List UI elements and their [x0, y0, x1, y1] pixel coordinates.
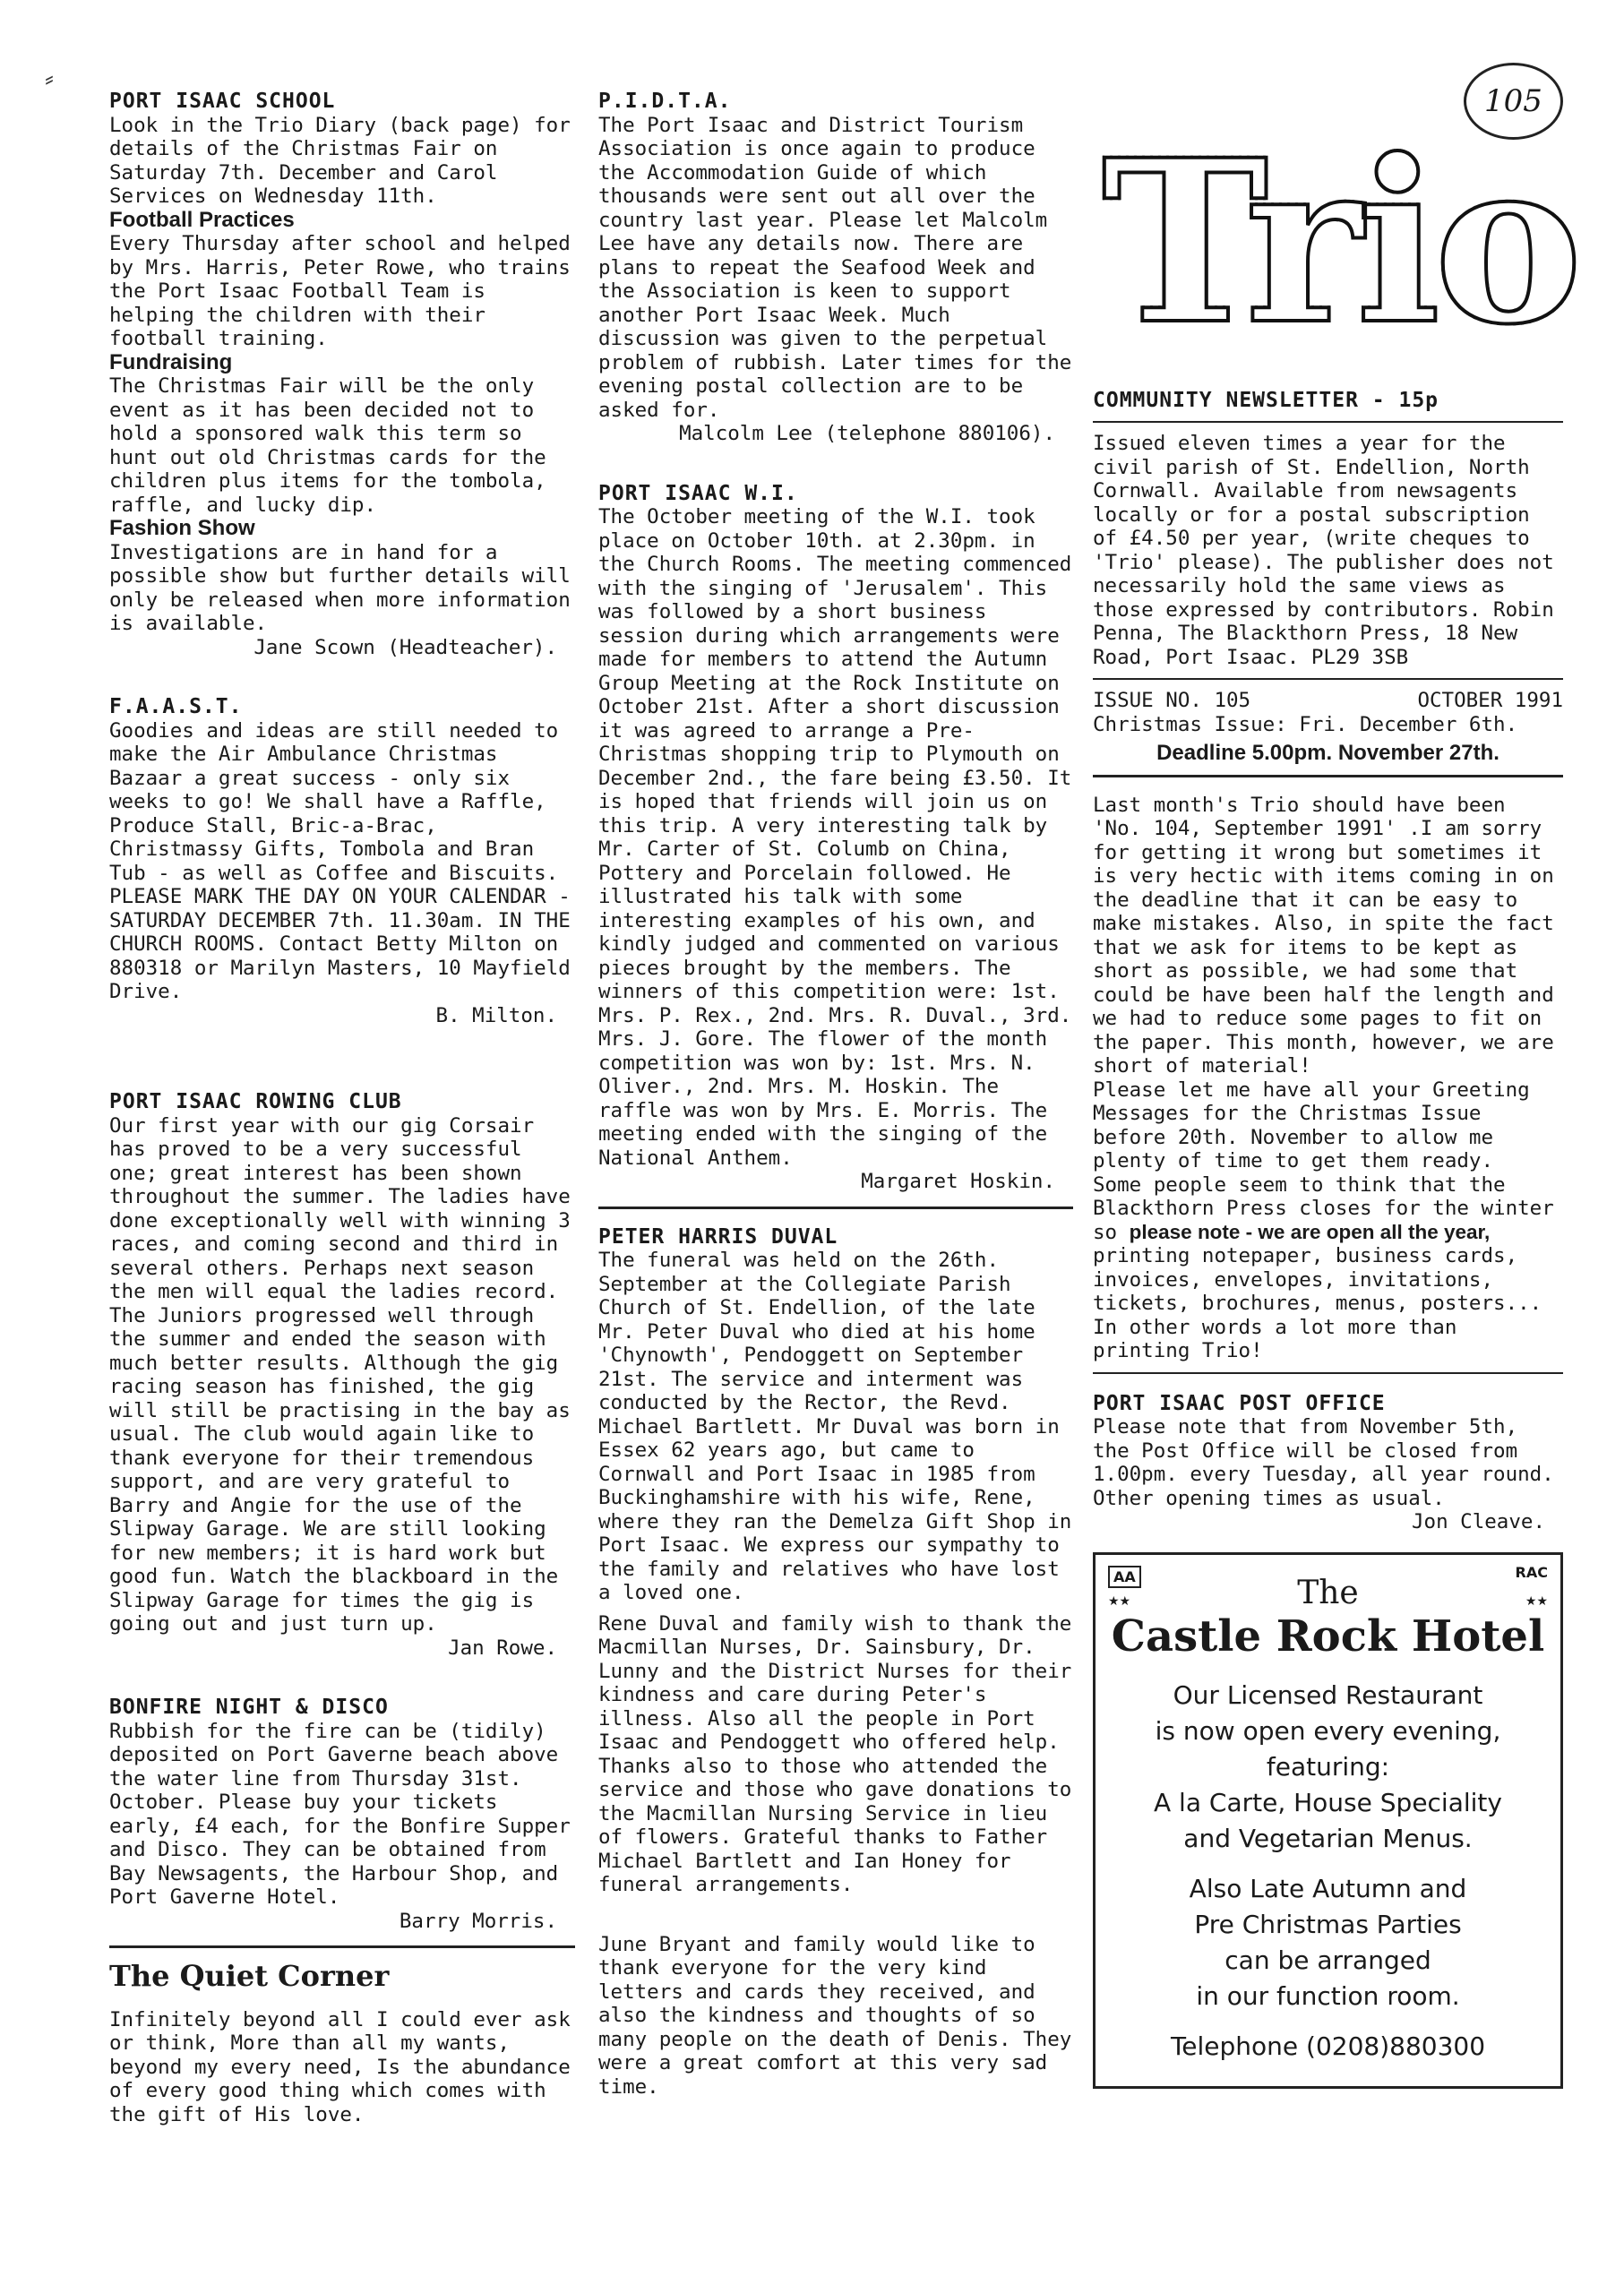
deadline: Deadline 5.00pm. November 27th.: [1156, 741, 1499, 765]
article-wi: [598, 482, 1073, 1194]
article-rowing-club: [109, 1090, 575, 1660]
divider: [109, 1945, 575, 1948]
school-intro: Look in the Trio Diary (back page) for details of the Christmas Fair on Saturday 7th. December and Carol Services on Wednesday 11th.: [109, 113, 571, 208]
editor-p3: [1093, 1173, 1563, 1363]
pidta-text: The Port Isaac and District Tourism Association is once again to produce the Accommodation Guide of which thousands were sent out all over the country last year. Please let Malcolm Lee have any details now. There are plans to repeat the Seafood Week and the Association is keen to support another Port Isaac Week. Much discussion was given to the perpetual problem of rubbish. Later times for the evening postal collection are to be asked for.: [598, 113, 1072, 422]
castle-rock-hotel-ad: [1093, 1552, 1563, 2089]
divider: [1093, 678, 1563, 680]
heading-faast: F.A.A.S.T.: [109, 695, 243, 718]
divider: [598, 1207, 1073, 1209]
wi-text: The October meeting of the W.I. took place on October 10th. at 2.30pm. in the Church Rooms. The meeting commenced with the singing of 'Jerusalem'. This was followed by a short business session during which arrangements were made for members to attend the Autumn Group Meeting at the Rock Institute on October 21st. After a short discussion it was agreed to arrange a Pre-Christmas shopping trip to Plymouth on December 2nd., the fare being £3.50. It is hoped that friends will join us on this trip. A very interesting talk by Mr. Carter of St. Columb on China, Pottery and Porcelain followed. He illustrated his talk with some interesting examples of his own, and kindly judged and commented on various pieces brought by the members. The winners of this competition were: 1st. Mrs. P. Rex., 2nd. Mrs. R. Duval., 3rd. Mrs. J. Gore. The flower of the month competition was won by: 1st. Mrs. N. Oliver., 2nd. Mrs. M. Hoskin. The raffle was won by Mrs. E. Morris. The meeting ended with the singing of the National Anthem.: [598, 505, 1072, 1170]
bonfire-text: Rubbish for the fire can be (tidily) deposited on Port Gaverne beach above the water line from Thursday 31st. October. Please buy your tickets early, £4 each, for the Bonfire Supper and Disco. They can be obtained from Bay Newsagents, the Harbour Shop, and Port Gaverne Hotel.: [109, 1719, 571, 1909]
post-office-signature: Jon Cleave.: [1411, 1510, 1545, 1533]
rac-badge: RAC: [1515, 1563, 1548, 1581]
ad-line: and Vegetarian Menus.: [1183, 1823, 1473, 1853]
article-duval: [598, 1225, 1073, 1897]
margin-mark: ⸗: [45, 63, 54, 94]
heading-rowing: PORT ISAAC ROWING CLUB: [109, 1090, 402, 1113]
bonfire-signature: Barry Morris.: [399, 1909, 557, 1933]
ad-line: A la Carte, House Speciality: [1154, 1787, 1502, 1817]
column-3: [1093, 83, 1577, 2089]
faast-signature: B. Milton.: [435, 1003, 557, 1027]
football-text: Every Thursday after school and helped by Mrs. Harris, Peter Rowe, who trains the Port Isaac Football Team is helping the children with their football training.: [109, 232, 571, 350]
post-office-text: Please note that from November 5th, the Post Office will be closed from 1.00pm. every Tuesday, all year round. Other opening times as usual.: [1093, 1415, 1554, 1510]
star-icons: ★★: [1525, 1593, 1548, 1609]
faast-text: Goodies and ideas are still needed to make the Air Ambulance Christmas Bazaar a great success - only six weeks to go! We shall have a Raffle, Produce Stall, Bric-a-Brac, Christmassy Gifts, Tombola and Bran Tub - as well as Coffee and Biscuits. PLEASE MARK THE DAY ON YOUR CALENDAR - SATURDAY DECEMBER 7th. 11.30am. IN THE CHURCH ROOMS. Contact Betty Milton on 880318 or Marilyn Masters, 10 Mayfield Drive.: [109, 718, 571, 1003]
fashion-text: Investigations are in hand for a possible show but further details will only be released when more information is available.: [109, 540, 571, 635]
duval-thanks: Rene Duval and family wish to thank the Macmillan Nurses, Dr. Sainsbury, Dr. Lunny and the District Nurses for their kindness and care during Peter's illness. Also all the people in Port Isaac and Pendoggett who offered help. Thanks also to those who attended the service and those who gave donations to the Macmillan Nursing Service in lieu of flowers. Grateful thanks to Father Michael Bartlett and Ian Honey for funeral arrangements.: [598, 1611, 1072, 1896]
aa-badge: AA: [1108, 1566, 1141, 1588]
subheading-football: Football Practices: [109, 207, 295, 232]
editor-p3a: Some people seem to think that the Blackthorn Press closes for the winter so: [1093, 1172, 1554, 1244]
editor-p3b: printing notepaper, business cards, invoices, envelopes, invitations, tickets, brochures, menus, posters... In other words a lot more than printing Trio!: [1093, 1244, 1542, 1362]
article-bonfire: [109, 1696, 575, 1933]
article-post-office: [1093, 1392, 1563, 1534]
trio-logo: Trio: [1102, 107, 1576, 376]
pidta-signature: Malcolm Lee (telephone 880106).: [679, 422, 1055, 445]
ad-line: is now open every evening,: [1155, 1715, 1501, 1746]
heading-quiet-corner: The Quiet Corner: [109, 1959, 390, 1993]
issue-line: [1093, 689, 1563, 713]
rowing-text: Our first year with our gig Corsair has proved to be a very successful one; great interest has been shown throughout the summer. The ladies have done exceptionally well with winning 3 races, and coming second and third in several others. Perhaps next season the men will equal the ladies record. The Juniors progressed well through the summer and ended the season with much better results. Although the gig racing season has finished, the gig will still be practising in the bay as usual. The club would again like to thank everyone for their tremendous support, and are very grateful to Barry and Angie for the use of the Slipway Garage. We are still looking for new members; it is hard work but good fun. Watch the blackboard in the Slipway Garage for times the gig is going out and just turn up.: [109, 1113, 571, 1636]
article-faast: [109, 695, 575, 1027]
ad-line: featuring:: [1266, 1751, 1390, 1782]
issue-date: OCTOBER 1991: [1417, 689, 1563, 712]
editor-p1: Last month's Trio should have been 'No. 104, September 1991' .I am sorry for getting it wrong but sometimes it is very hectic with items coming in on the deadline that it can be easy to make mistakes. Also, in spite the fact that we ask for items to be kept as short as possible, we had some that could be have been half the length and we had to reduce some pages to fit on the paper. This month, however, we are short of material!: [1093, 793, 1554, 1078]
duval-text: The funeral was held on the 26th. September at the Collegiate Parish Church of St. Endellion, of the late Mr. Peter Duval who died at his home 'Chynowth', Pendoggett on September 21st. The service and interment was conducted by the Rector, the Revd. Michael Bartlett. Mr Duval was born in Essex 62 years ago, but came to Cornwall and Port Isaac in 1985 from Buckinghamshire with his wife, Rene, where they ran the Demelza Gift Shop in Port Isaac. We express our sympathy to the family and relatives who have lost a loved one.: [598, 1249, 1072, 1604]
issue-circle: 105: [1464, 63, 1563, 140]
article-port-isaac-school: [109, 90, 575, 659]
ad-telephone: Telephone (0208)880300: [1170, 2031, 1486, 2061]
bryant-text: June Bryant and family would like to thank everyone for the very kind letters and cards they received, and also the kindness and thoughts of so many people on the death of Denis. They were a great comfort at this very sad time.: [598, 1932, 1072, 2099]
masthead-subtitle: COMMUNITY NEWSLETTER - 15p: [1093, 389, 1439, 412]
ad-line: Pre Christmas Parties: [1194, 1909, 1462, 1939]
rowing-signature: Jan Rowe.: [448, 1636, 557, 1660]
issue-number: ISSUE NO. 105: [1093, 689, 1251, 712]
article-pidta: [598, 90, 1073, 446]
divider: [1093, 421, 1563, 423]
quiet-text: Infinitely beyond all I could ever ask or think, More than all my wants, beyond my every need, Is the abundance of every good thing which comes with the gift of His love.: [109, 2007, 571, 2126]
intro-text: Issued eleven times a year for the civil parish of St. Endellion, North Cornwall. Available from newsagents locally or for a postal subscription of £4.50 per year, (write cheques to 'Trio' please). The publisher does not necessarily hold the same views as those expressed by contributors. Robin Penna, The Blackthorn Press, 18 New Road, Port Isaac. PL29 3SB: [1093, 432, 1554, 669]
star-icons: ★★: [1108, 1593, 1131, 1609]
ad-the: The: [1297, 1574, 1359, 1611]
heading-bonfire: BONFIRE NIGHT & DISCO: [109, 1696, 389, 1719]
editor-p3-bold: please note - we are open all the year,: [1129, 1220, 1491, 1243]
issue-info: [1093, 689, 1563, 766]
subheading-fashion: Fashion Show: [109, 516, 255, 540]
school-signature: Jane Scown (Headteacher).: [253, 635, 557, 659]
wi-signature: Margaret Hoskin.: [861, 1170, 1055, 1193]
heading-post-office: PORT ISAAC POST OFFICE: [1093, 1391, 1386, 1415]
ad-line: Also Late Autumn and: [1189, 1873, 1467, 1903]
heading-wi: PORT ISAAC W.I.: [598, 481, 798, 505]
column-2: [598, 90, 1073, 2134]
editor-p2: Please let me have all your Greeting Messages for the Christmas Issue before 20th. November to allow me plenty of time to get them ready.: [1093, 1078, 1530, 1172]
ad-line: in our function room.: [1196, 1980, 1460, 2011]
article-editor-note: [1093, 794, 1563, 1363]
ad-line: can be arranged: [1224, 1945, 1431, 1975]
heading-duval: PETER HARRIS DUVAL: [598, 1224, 838, 1249]
christmas-issue: Christmas Issue: Fri. December 6th.: [1093, 712, 1518, 736]
column-1: [109, 90, 575, 2162]
subheading-fundraising: Fundraising: [109, 349, 233, 374]
article-quiet-corner: [109, 1959, 575, 2126]
heading-school: PORT ISAAC SCHOOL: [109, 90, 336, 113]
heading-pidta: P.I.D.T.A.: [598, 90, 732, 113]
divider: [1093, 1372, 1563, 1374]
divider: [1093, 775, 1563, 777]
masthead-logo: [1093, 83, 1577, 385]
masthead-intro: [1093, 432, 1563, 669]
hotel-name: Castle Rock Hotel: [1111, 1610, 1545, 1662]
fundraising-text: The Christmas Fair will be the only event as it has been decided not to hold a sponsored walk this term so hunt out old Christmas cards for the children plus items for the tombola, raffle, and lucky dip.: [109, 374, 546, 517]
ad-line: Our Licensed Restaurant: [1173, 1679, 1483, 1710]
article-bryant: [598, 1933, 1073, 2100]
